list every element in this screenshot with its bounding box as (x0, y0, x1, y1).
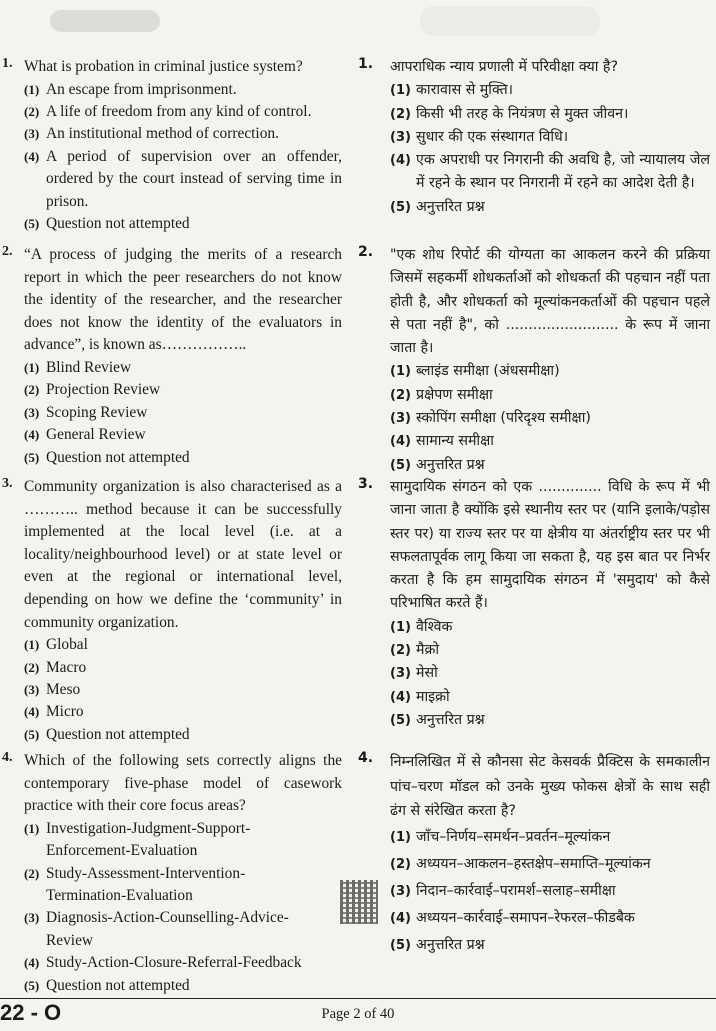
question-text: Which of the following sets correctly aligns the contemporary five-phase model of casework practice with their core focus areas? (24, 752, 342, 815)
option: (3) An institutional method of correction. (24, 125, 279, 143)
question-text: "एक शोध रिपोर्ट की योग्यता का आकलन करने की प्रक्रिया जिसमें सहकर्मी शोधकर्ताओं को शोधकर्ता की पहचान नहीं पता होती है, और शोधकर्ता को मूल्यांकनकर्ताओं की पहचान पहले से पता नहीं है", को ......................... के रूप में जाना जाता है। (390, 247, 710, 357)
option: (2) Study-Assessment-Intervention-Termination-Evaluation (24, 864, 246, 904)
question-number: 3. (358, 476, 374, 492)
option: (3) Meso (24, 680, 81, 698)
option: (1) ब्लाइंड समीक्षा (अंधसमीक्षा) (390, 363, 560, 380)
header-watermark-right (420, 6, 600, 36)
option: (2) अध्ययन–आकलन–हस्तक्षेप–समाप्ति–मूल्यांकन (390, 855, 651, 872)
option: (1) Global (24, 636, 88, 654)
option: (5) Question not attempted (24, 448, 190, 466)
header-watermark (50, 10, 160, 32)
option: (5) Question not attempted (24, 976, 190, 994)
question-text: सामुदायिक संगठन को एक .............. विधि के रूप में भी जाना जाता है क्योंकि इसे स्थानीय स्तर पर (यानि इलाके/पड़ोस स्तर पर) या राज्य स्तर पर या क्षेत्रीय या अंतर्राष्ट्रीय स्तर पर भी सफलतापूर्वक लागू किया जा सकता है, यह इस बात पर निर्भर करता है कि हम सामुदायिक संगठन में 'समुदाय' को कैसे परिभाषित करते हैं। (390, 479, 710, 612)
option: (3) स्कोपिंग समीक्षा (परिदृश्य समीक्षा) (390, 410, 591, 427)
option: (4) General Review (24, 426, 146, 444)
option: (5) अनुत्तरित प्रश्न (390, 936, 485, 953)
option: (4) Study-Action-Closure-Referral-Feedback (24, 954, 302, 972)
option: (5) अनुत्तरित प्रश्न (390, 198, 485, 215)
question-1-hi (358, 56, 710, 219)
option: (3) निदान–कार्रवाई–परामर्श–सलाह–समीक्षा (390, 882, 616, 899)
question-number: 4. (2, 750, 13, 765)
option: (1) जाँच–निर्णय–समर्थन–प्रवर्तन–मूल्यांकन (390, 828, 611, 845)
qr-code (340, 880, 378, 924)
option: (1) वैश्विक (390, 618, 453, 635)
option: (2) किसी भी तरह के नियंत्रण से मुक्त जीवन। (390, 105, 629, 122)
option: (5) Question not attempted (24, 215, 190, 233)
option: (4) अध्ययन–कार्रवाई–समापन–रेफरल–फीडबैक (390, 909, 635, 926)
question-number: 3. (2, 476, 13, 491)
question-2-hi (358, 244, 710, 477)
question-number: 1. (358, 56, 374, 72)
option: (2) प्रक्षेपण समीक्षा (390, 386, 493, 403)
question-number: 2. (358, 244, 374, 260)
option: (3) Diagnosis-Action-Counselling-Advice-Review (24, 909, 289, 949)
question-4-hi (358, 750, 710, 959)
question-number: 1. (2, 56, 13, 71)
question-text: निम्नलिखित में से कौनसा सेट केसवर्क प्रैक्टिस के समकालीन पांच–चरण मॉडल को उनके मुख्य फोकस क्षेत्रों के साथ सही ढंग से संरेखित करता है? (390, 754, 710, 819)
footer-divider (0, 998, 716, 999)
option: (5) अनुत्तरित प्रश्न (390, 456, 485, 473)
option: (3) मेसो (390, 665, 438, 682)
option: (1) Investigation-Judgment-Support-Enforcement-Evaluation (24, 819, 251, 860)
question-text: Community organization is also characterised as a ……….. method because it can be successfully implemented at the local level (i.e. at a locality/neighbourhood level) or at state level or even at the regional or international level, depending on how we define the ‘community’ in community organization. (24, 478, 342, 631)
option: (5) Question not attempted (24, 725, 190, 743)
option: (4) एक अपराधी पर निगरानी की अवधि है, जो न्यायालय जेल में रहने के स्थान पर निगरानी में रहने का आदेश देती है। (390, 152, 710, 192)
option: (4) A period of supervision over an offender, ordered by the court instead of serving time in prison. (24, 147, 342, 210)
question-4-en (2, 750, 342, 997)
option: (3) सुधार की एक संस्थागत विधि। (390, 128, 569, 145)
page-number: Page 2 of 40 (321, 1006, 395, 1022)
option: (2) मैक्रो (390, 642, 440, 659)
option: (4) सामान्य समीक्षा (390, 433, 494, 450)
question-number: 2. (2, 244, 13, 259)
question-text: What is probation in criminal justice system? (24, 58, 303, 75)
option: (1) कारावास से मुक्ति। (390, 82, 514, 99)
question-text: आपराधिक न्याय प्रणाली में परिवीक्षा क्या है? (390, 59, 618, 75)
question-1-en (2, 56, 342, 235)
option: (5) अनुत्तरित प्रश्न (390, 711, 485, 728)
option: (2) A life of freedom from any kind of control. (24, 103, 312, 120)
question-3-en (2, 476, 342, 746)
page-header (0, 0, 716, 52)
option: (1) Blind Review (24, 358, 132, 376)
paper-code: 22 - O (0, 1000, 62, 1025)
question-number: 4. (358, 750, 374, 766)
option: (3) Scoping Review (24, 403, 148, 421)
option: (4) Micro (24, 703, 84, 721)
option: (2) Macro (24, 658, 87, 676)
option: (2) Projection Review (24, 381, 161, 399)
question-2-en (2, 244, 342, 469)
option: (1) An escape from imprisonment. (24, 80, 237, 98)
option: (4) माइक्रो (390, 688, 450, 705)
question-3-hi (358, 476, 710, 732)
question-text: “A process of judging the merits of a research report in which the peer researchers do not know the identity of the researcher, and the researcher does not know the identity of the evaluators in advance”, is known as…………….. (24, 246, 342, 354)
